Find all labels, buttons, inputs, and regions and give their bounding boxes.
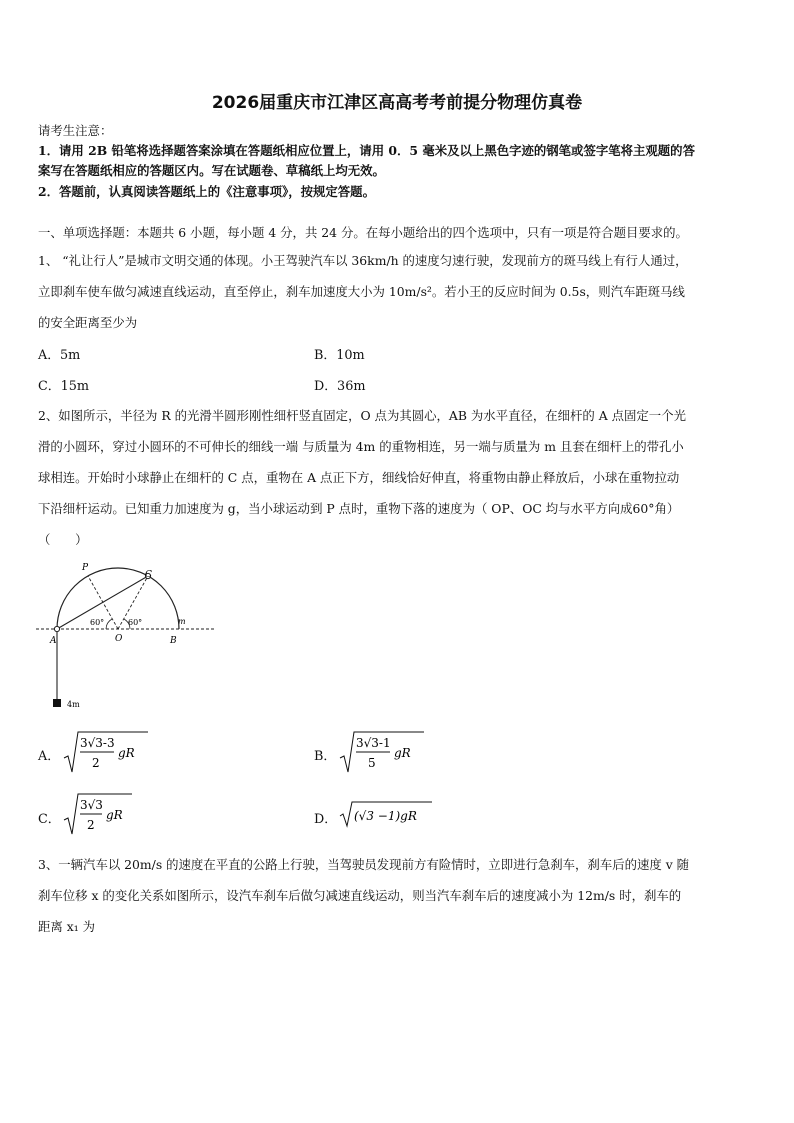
notice-heading: 请考生注意： — [38, 123, 113, 138]
q2-option-d-label: D． — [314, 812, 338, 827]
label-mass: 4m — [67, 700, 80, 709]
formula-tail: gR — [118, 746, 135, 760]
q2-option-a-label: A． — [38, 749, 61, 764]
formula-denominator: 2 — [87, 818, 95, 832]
label-o: O — [115, 634, 123, 644]
q1-option-b: B．10m — [314, 348, 365, 363]
formula-numerator: 3√3-3 — [80, 736, 115, 750]
label-c: C — [145, 570, 152, 580]
label-angle1: 60° — [90, 618, 105, 627]
formula-numerator: 3√3 — [80, 798, 103, 812]
notice-item: 2．答题前，认真阅读答题纸上的《注意事项》，按规定答题。 — [38, 184, 375, 199]
q3-line: 距离 x₁ 为 — [38, 919, 96, 934]
angle-arc — [106, 619, 112, 629]
notice-item: 1．请用 2B 铅笔将选择题答案涂填在答题纸相应位置上，请用 0．5 毫米及以上黑色字迹的钢笔或签字笔将主观题的答 — [38, 143, 695, 158]
q2-semicircle-figure — [36, 560, 226, 715]
q2-option-d-formula — [338, 800, 438, 830]
formula-numerator: 3√3-1 — [356, 736, 391, 750]
q1-option-a: A．5m — [38, 348, 81, 363]
label-angle2: 60° — [128, 618, 143, 627]
q2-option-b-label: B． — [314, 749, 337, 764]
q3-line: 刹车位移 x 的变化关系如图所示，设汽车刹车后做匀减速直线运动，则当汽车刹车后的速度减小为 12m/s 时，刹车的 — [38, 888, 682, 903]
label-m: m — [178, 617, 186, 626]
label-p: P — [82, 563, 89, 573]
formula-denominator: 5 — [368, 756, 376, 770]
notice-item: 案写在答题纸相应的答题区内。写在试题卷、草稿纸上均无效。 — [38, 163, 385, 178]
q2-line: 滑的小圆环，穿过小圆环的不可伸长的细线一端 与质量为 4m 的重物相连，另一端与质量为 m 且套在细杆上的带孔小 — [38, 439, 684, 454]
semicircle-rod — [57, 568, 179, 629]
q3-line: 3、一辆汽车以 20m/s 的速度在平直的公路上行驶，当驾驶员发现前方有险情时，立即进行急刹车，刹车后的速度 v 随 — [38, 857, 690, 872]
label-a: A — [50, 636, 57, 646]
q1-option-d: D．36m — [314, 379, 366, 394]
q2-line: 球相连。开始时小球静止在细杆的 C 点，重物在 A 点正下方，细线恰好伸直，将重物由静止释放后，小球在重物拉动 — [38, 470, 680, 485]
q1-line: 1、 “礼让行人”是城市文明交通的体现。小王驾驶汽车以 36km/h 的速度匀速行驶，发现前方的斑马线上有行人通过， — [38, 253, 688, 268]
q2-line: 2、如图所示，半径为 R 的光滑半圆形刚性细杆竖直固定，O 点为其圆心，AB 为水平直径，在细杆的 A 点固定一个光 — [38, 408, 686, 423]
q2-option-c-formula — [62, 790, 152, 838]
formula-denominator: 2 — [92, 756, 100, 770]
q2-option-b-formula — [338, 728, 428, 776]
q2-option-c-label: C． — [38, 812, 61, 827]
q2-option-a-formula — [62, 728, 152, 776]
q2-line: （ ） — [38, 532, 88, 547]
q2-line: 下沿细杆运动。已知重力加速度为 g，当小球运动到 P 点时，重物下落的速度为（ OP、OC 均与水平方向成60°角） — [38, 501, 680, 516]
formula-expr: (√3 −1)gR — [354, 809, 417, 823]
page-title: 2026届重庆市江津区高高考考前提分物理仿真卷 — [211, 93, 583, 113]
q1-line: 的安全距离至少为 — [38, 315, 138, 330]
q1-line: 立即刹车使车做匀减速直线运动，直至停止，刹车加速度大小为 10m/s²。若小王的反应时间为 0.5s，则汽车距斑马线 — [38, 284, 685, 299]
q1-option-c: C．15m — [38, 379, 90, 394]
formula-tail: gR — [106, 808, 123, 822]
formula-tail: gR — [394, 746, 411, 760]
weight-block — [53, 699, 61, 707]
label-b: B — [170, 636, 177, 646]
ring-icon — [54, 626, 59, 631]
section-heading: 一、单项选择题：本题共 6 小题，每小题 4 分，共 24 分。在每小题给出的四个选项中，只有一项是符合题目要求的。 — [38, 225, 688, 240]
